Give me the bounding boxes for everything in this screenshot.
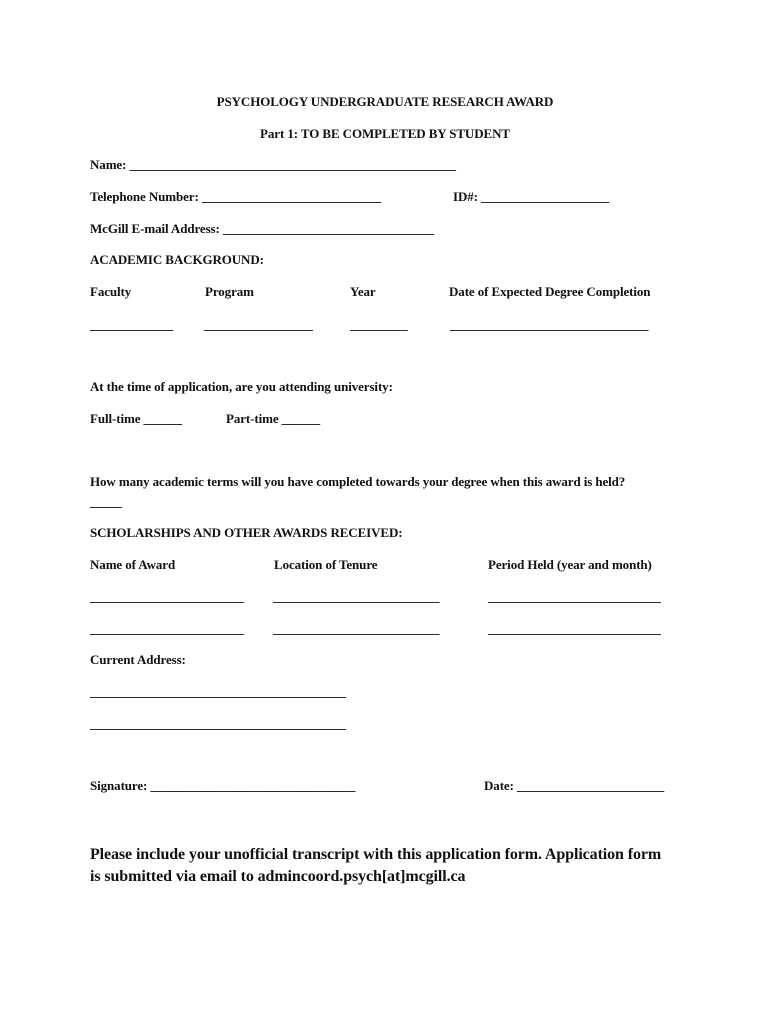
tenure-location-label: Location of Tenure bbox=[274, 557, 378, 572]
fulltime-field[interactable]: Full-time ______ bbox=[90, 411, 182, 426]
id-field[interactable]: ID#: ____________________ bbox=[453, 189, 610, 204]
award-name-field[interactable]: ________________________ bbox=[90, 589, 244, 604]
parttime-field[interactable]: Part-time ______ bbox=[226, 411, 321, 426]
program-field[interactable]: _________________ bbox=[204, 317, 313, 332]
tenure-location-field[interactable]: __________________________ bbox=[273, 589, 440, 604]
period-held-field[interactable]: ___________________________ bbox=[488, 621, 661, 636]
faculty-label: Faculty bbox=[90, 284, 132, 299]
degree-completion-field[interactable]: _______________________________ bbox=[450, 317, 649, 332]
faculty-field[interactable]: _____________ bbox=[90, 317, 174, 332]
award-name-field[interactable]: ________________________ bbox=[90, 621, 244, 636]
submission-note: Please include your unofficial transcript with this application form. Application form is submitted via email to admincoord.psych[at]mcgill.ca bbox=[90, 846, 662, 885]
terms-question: How many academic terms will you have completed towards your degree when this award is held? bbox=[90, 474, 626, 489]
degree-completion-label: Date of Expected Degree Completion bbox=[449, 284, 651, 299]
academic-background-heading: ACADEMIC BACKGROUND: bbox=[90, 252, 264, 267]
terms-field[interactable]: _____ bbox=[90, 494, 123, 509]
attending-question: At the time of application, are you attending university: bbox=[90, 379, 393, 394]
signature-field[interactable]: Signature: ________________________________ bbox=[90, 778, 356, 793]
period-held-field[interactable]: ___________________________ bbox=[488, 589, 661, 604]
date-field[interactable]: Date: _______________________ bbox=[484, 778, 665, 793]
year-field[interactable]: _________ bbox=[350, 317, 408, 332]
current-address-label: Current Address: bbox=[90, 652, 186, 667]
part-heading: Part 1: TO BE COMPLETED BY STUDENT bbox=[260, 126, 510, 141]
year-label: Year bbox=[350, 284, 376, 299]
scholarships-heading: SCHOLARSHIPS AND OTHER AWARDS RECEIVED: bbox=[90, 525, 403, 540]
name-field[interactable]: Name: ___________________________________________________ bbox=[90, 157, 456, 172]
program-label: Program bbox=[205, 284, 254, 299]
address-line-field[interactable]: ________________________________________ bbox=[90, 684, 347, 699]
tenure-location-field[interactable]: __________________________ bbox=[273, 621, 440, 636]
form-title: PSYCHOLOGY UNDERGRADUATE RESEARCH AWARD bbox=[216, 94, 554, 109]
period-held-label: Period Held (year and month) bbox=[488, 557, 652, 572]
award-name-label: Name of Award bbox=[90, 557, 176, 572]
address-line-field[interactable]: ________________________________________ bbox=[90, 716, 347, 731]
telephone-field[interactable]: Telephone Number: ____________________________ bbox=[90, 189, 382, 204]
email-field[interactable]: McGill E-mail Address: _________________________________ bbox=[90, 221, 435, 236]
